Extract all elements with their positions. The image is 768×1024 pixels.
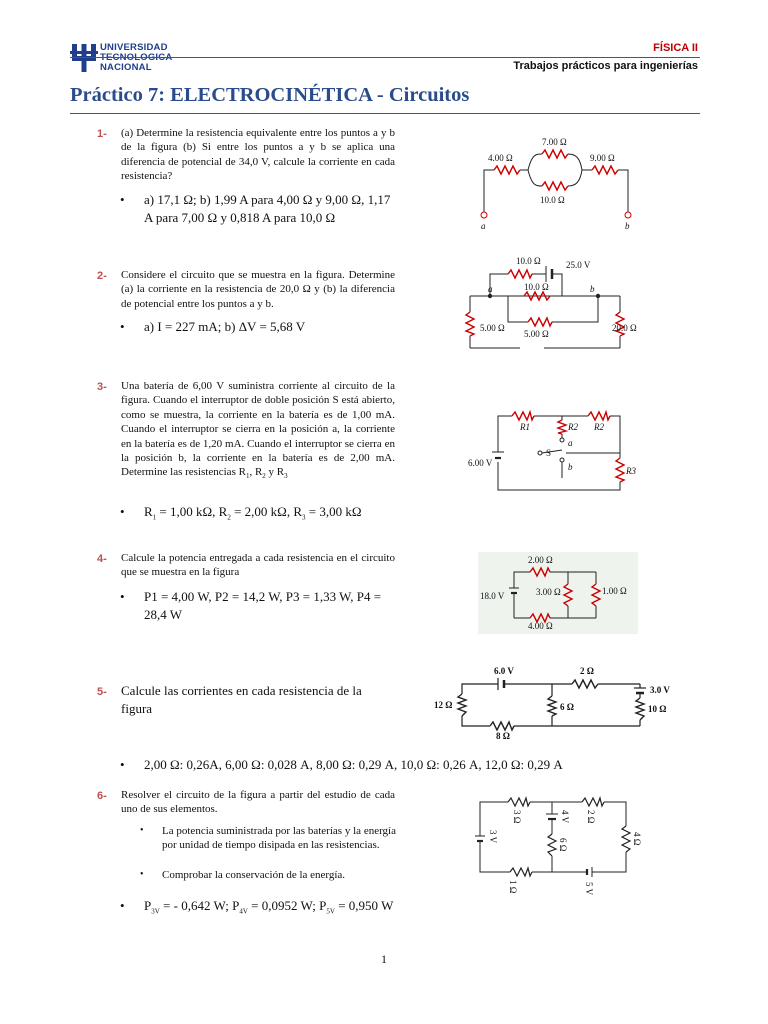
circuit-figure-6 [470, 790, 646, 900]
sub-item: • Comprobar la conservación de la energía. [140, 869, 346, 881]
fig-label: 3 Ω [512, 810, 522, 824]
fig-label: S [546, 448, 552, 458]
fig-label: 5.00 Ω [480, 323, 505, 333]
problem-number: 3- [97, 381, 107, 393]
fig-label: 3.00 Ω [536, 587, 561, 597]
fig-label: 10.0 Ω [524, 282, 549, 292]
fig-label: 6.00 V [468, 458, 493, 468]
fig-label: 10.0 Ω [540, 195, 565, 205]
problem-text: Calcule la potencia entregada a cada resistencia en el circuito que se muestra en la figura [121, 552, 395, 579]
circuit-figure-3 [468, 404, 648, 494]
fig-label: 1 Ω [508, 880, 518, 894]
fig-label: R2 [568, 422, 578, 432]
fig-label: 3.0 V [650, 685, 670, 695]
problem-answer: • 2,00 Ω: 0,26A, 6,00 Ω: 0,028 A, 8,00 Ω: 0,29 A, 10,0 Ω: 0,26 A, 12,0 Ω: 0,29 A [120, 757, 563, 772]
fig-label: 12 Ω [434, 700, 453, 710]
fig-label: 6 Ω [560, 702, 574, 712]
problem-answer: • $R_1 = 1,00$ kΩ, $R_2 = 2,00$ kΩ, $R_3 = 3,00$ kΩ [120, 504, 362, 522]
problem-text: (a) Determine la resistencia equivalente entre los puntos a y b de la figura (b) Si entre los puntos a y b se aplica una diferencia de potencial de 34,0 V, calcule la corriente en cada resistencia? [121, 127, 395, 183]
problem-text: Considere el circuito que se muestra en la figura. Determine (a) la corriente en la resistencia de 20,0 Ω y (b) la diferencia de potencial entre los puntos a y b. [121, 269, 395, 310]
fig-label: b [568, 462, 573, 472]
problem-number: 5- [97, 686, 107, 698]
fig-label: 5.00 Ω [524, 329, 549, 339]
problem-answer: • a) I = 227 mA; b) ΔV = 5,68 V [120, 319, 306, 334]
fig-label: 20.0 Ω [612, 323, 637, 333]
page-title: Práctico 7: ELECTROCINÉTICA - Circuitos [70, 84, 470, 106]
fig-label: b [625, 221, 630, 231]
fig-label: 7.00 Ω [542, 137, 567, 147]
fig-label: 4 Ω [632, 832, 642, 846]
header-divider [70, 57, 700, 58]
problem-answer: • a) 17,1 Ω; b) 1,99 A para 4,00 Ω y 9,00 Ω, 1,17 A para 7,00 Ω y 0,818 A para 10,0 Ω [120, 192, 391, 225]
problem-number: 1- [97, 128, 107, 140]
circuit-figure-1 [472, 130, 642, 234]
university-name: UNIVERSIDAD TECNOLOGICA NACIONAL [100, 42, 173, 73]
circuit-figure-5 [428, 662, 692, 742]
fig-label: b [590, 284, 595, 294]
problem-answer: • P1 = 4,00 W, P2 = 14,2 W, P3 = 1,33 W, P4 = 28,4 W [120, 589, 382, 622]
fig-label: 2.00 Ω [528, 555, 553, 565]
fig-label: 6 Ω [558, 838, 568, 852]
fig-label: 9.00 Ω [590, 153, 615, 163]
problem-text: Calcule las corrientes en cada resistencia de la figura [121, 683, 362, 716]
page-number: 1 [381, 952, 387, 966]
fig-label: 2 Ω [580, 666, 594, 676]
fig-label: a [488, 284, 493, 294]
utn-logo [70, 42, 98, 74]
problem-answer: • $P_{3V}$ = - 0,642 W; $P_{4V} = 0,0952$ W; $P_{5V} = 0,950$ W [120, 898, 394, 916]
fig-label: R3 [626, 466, 636, 476]
problem-text: Resolver el circuito de la figura a partir del estudio de cada uno de sus elementos. [121, 789, 395, 816]
fig-label: 10 Ω [648, 704, 667, 714]
fig-label: a [481, 221, 486, 231]
fig-label: 3 V [488, 830, 498, 844]
sub-item: • La potencia suministrada por las baterías y la energía por unidad de tiempo disipada en las resistencias. [140, 825, 396, 852]
subject-label: FÍSICA II [653, 42, 698, 54]
problem-text: Una batería de 6,00 V suministra corriente al circuito de la figura. Cuando el interruptor de doble posición S está abierto, como se muestra, la corriente en la batería es de 1,00 mA. Cuando el interruptor se cierra en la posición a, la corriente en la batería es de 1,20 mA. Cuando el interruptor se cierra en la posición b, la corriente en la batería es de 2,00 mA. Determine las resistencias $R_1$, $R_2$ y $R_3$ [121, 380, 395, 481]
fig-label: R1 [520, 422, 530, 432]
fig-label: R2 [594, 422, 604, 432]
fig-label: 6.0 V [494, 666, 514, 676]
fig-label: 10.0 Ω [516, 256, 541, 266]
fig-label: 25.0 V [566, 260, 591, 270]
problem-number: 2- [97, 270, 107, 282]
circuit-figure-4 [478, 552, 638, 634]
circuit-figure-2 [460, 254, 640, 364]
fig-label: 8 Ω [496, 731, 510, 741]
fig-label: 2 Ω [586, 810, 596, 824]
fig-label: 18.0 V [480, 591, 505, 601]
fig-label: 4.00 Ω [528, 621, 553, 631]
fig-label: 1.00 Ω [602, 586, 627, 596]
problem-number: 6- [97, 790, 107, 802]
title-divider [70, 113, 700, 114]
fig-label: 4.00 Ω [488, 153, 513, 163]
fig-label: 5 V [584, 882, 594, 896]
header-subtitle: Trabajos prácticos para ingenierías [513, 60, 698, 72]
problem-number: 4- [97, 553, 107, 565]
fig-label: a [568, 438, 573, 448]
fig-label: 4 V [560, 810, 570, 824]
